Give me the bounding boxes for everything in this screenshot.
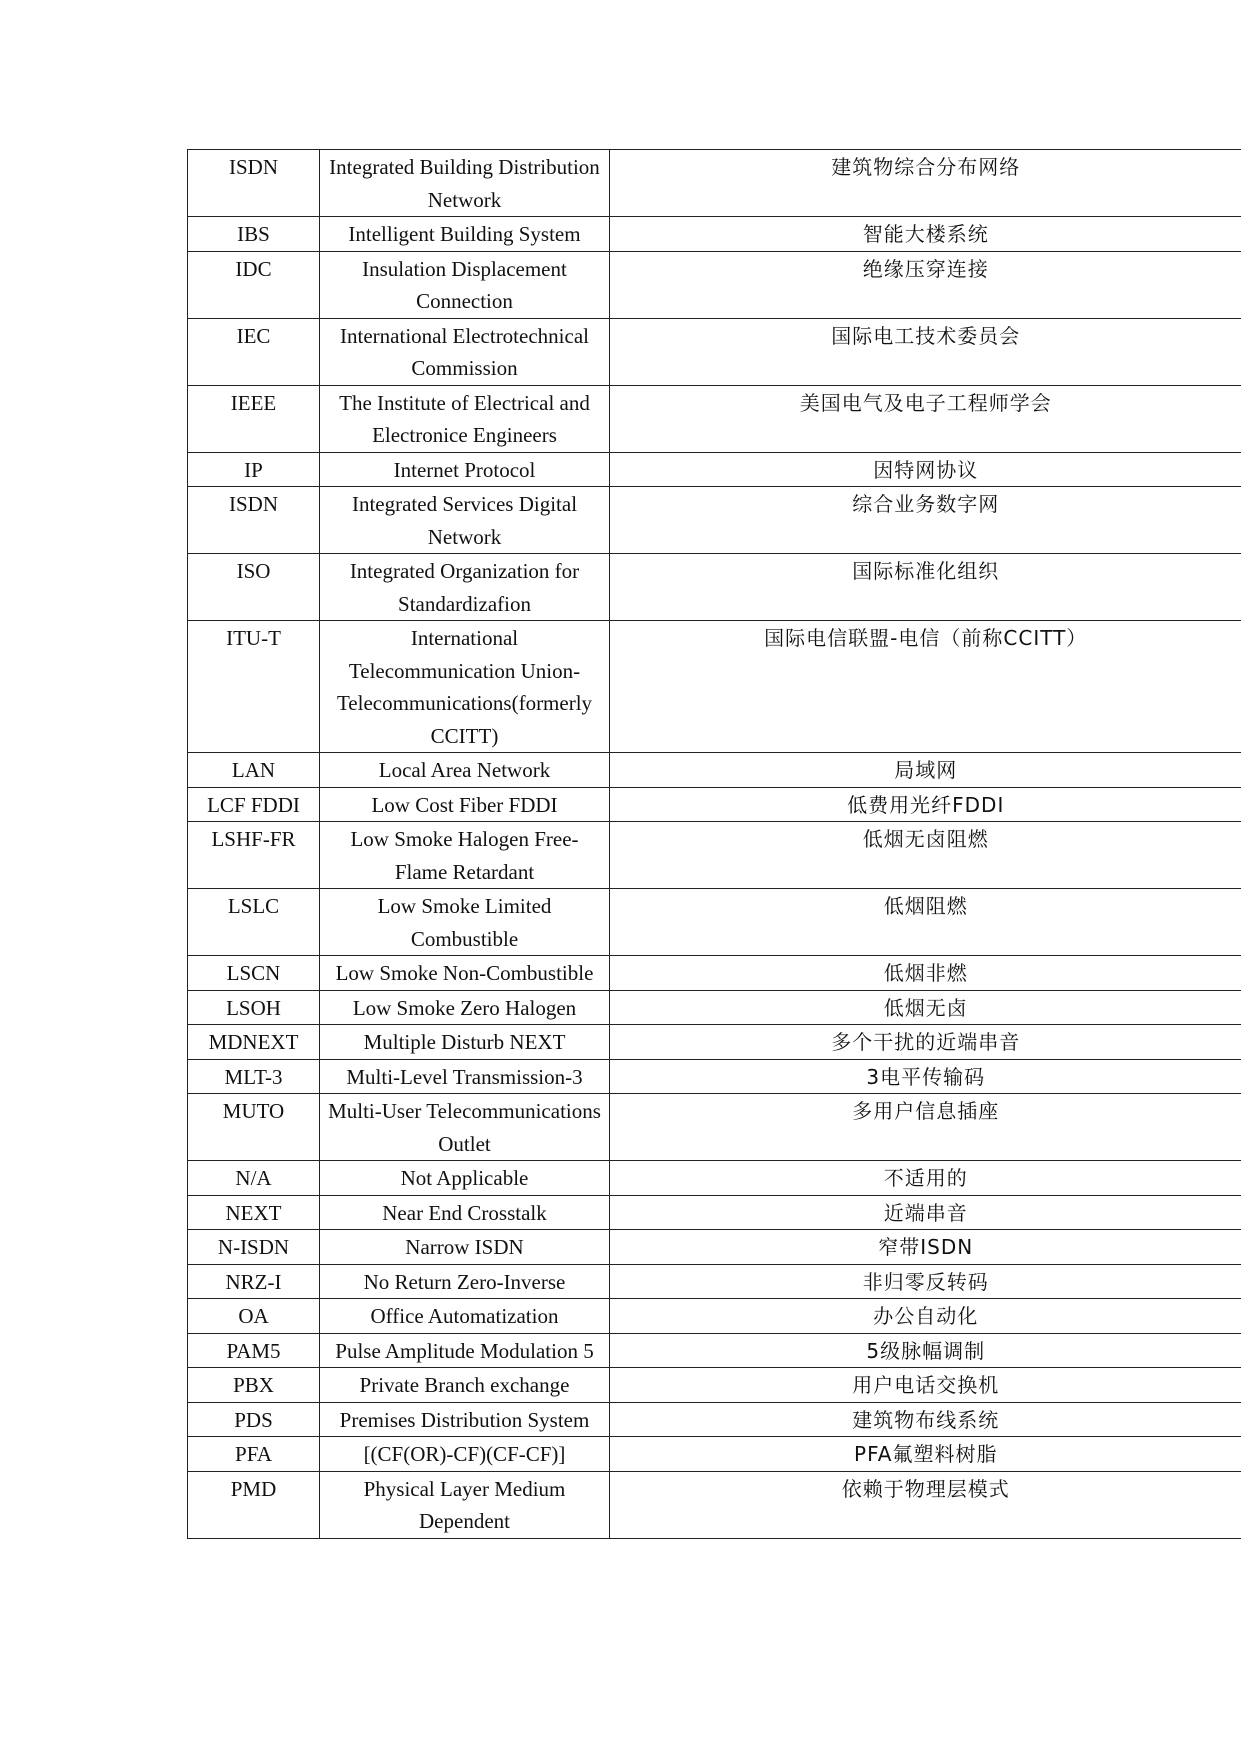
abbreviation-cell: MUTO <box>188 1094 320 1161</box>
abbreviation-cell: ISDN <box>188 150 320 217</box>
table-row <box>188 1264 1241 1299</box>
abbreviation-cell: IEC <box>188 318 320 385</box>
chinese-term-cell: 局域网 <box>610 753 1241 788</box>
english-term-cell: Integrated Building Distribution Network <box>320 150 610 217</box>
english-term-cell: Office Automatization <box>320 1299 610 1334</box>
abbreviation-cell: IP <box>188 452 320 487</box>
abbreviation-cell: LSLC <box>188 889 320 956</box>
abbreviation-cell: ISO <box>188 554 320 621</box>
chinese-term-cell: 办公自动化 <box>610 1299 1241 1334</box>
chinese-term-cell: 多个干扰的近端串音 <box>610 1025 1241 1060</box>
abbreviation-cell: MLT-3 <box>188 1059 320 1094</box>
abbreviation-cell: PFA <box>188 1437 320 1472</box>
chinese-term-cell: PFA氟塑料树脂 <box>610 1437 1241 1472</box>
english-term-cell: Local Area Network <box>320 753 610 788</box>
chinese-term-cell: 智能大楼系统 <box>610 217 1241 252</box>
english-term-cell: No Return Zero-Inverse <box>320 1264 610 1299</box>
chinese-term-cell: 建筑物综合分布网络 <box>610 150 1241 217</box>
abbreviation-cell: PMD <box>188 1471 320 1538</box>
english-term-cell: Low Smoke Zero Halogen <box>320 990 610 1025</box>
table-row <box>188 1059 1241 1094</box>
chinese-term-cell: 低烟无卤 <box>610 990 1241 1025</box>
english-term-cell: Low Smoke Limited Combustible <box>320 889 610 956</box>
english-term-cell: Physical Layer Medium Dependent <box>320 1471 610 1538</box>
english-term-cell: Low Smoke Non-Combustible <box>320 956 610 991</box>
table-row <box>188 621 1241 753</box>
table-row <box>188 318 1241 385</box>
table-row <box>188 1094 1241 1161</box>
chinese-term-cell: 绝缘压穿连接 <box>610 251 1241 318</box>
table-row <box>188 1230 1241 1265</box>
table-row <box>188 1437 1241 1472</box>
abbreviation-cell: PDS <box>188 1402 320 1437</box>
chinese-term-cell: 国际标准化组织 <box>610 554 1241 621</box>
table-row <box>188 822 1241 889</box>
chinese-term-cell: 综合业务数字网 <box>610 487 1241 554</box>
chinese-term-cell: 低烟阻燃 <box>610 889 1241 956</box>
english-term-cell: International Telecommunication Union-Telecommunications(formerly CCITT) <box>320 621 610 753</box>
chinese-term-cell: 不适用的 <box>610 1161 1241 1196</box>
table-row <box>188 150 1241 217</box>
chinese-term-cell: 低烟无卤阻燃 <box>610 822 1241 889</box>
abbreviation-cell: LSHF-FR <box>188 822 320 889</box>
table-row <box>188 1025 1241 1060</box>
abbreviation-cell: NRZ-I <box>188 1264 320 1299</box>
english-term-cell: Intelligent Building System <box>320 217 610 252</box>
abbreviation-cell: LAN <box>188 753 320 788</box>
table-row <box>188 1195 1241 1230</box>
abbreviation-cell: PBX <box>188 1368 320 1403</box>
abbreviation-cell: LSCN <box>188 956 320 991</box>
table-row <box>188 1471 1241 1538</box>
chinese-term-cell: 用户电话交换机 <box>610 1368 1241 1403</box>
english-term-cell: Internet Protocol <box>320 452 610 487</box>
english-term-cell: Premises Distribution System <box>320 1402 610 1437</box>
chinese-term-cell: 因特网协议 <box>610 452 1241 487</box>
chinese-term-cell: 依赖于物理层模式 <box>610 1471 1241 1538</box>
table-row <box>188 385 1241 452</box>
chinese-term-cell: 窄带ISDN <box>610 1230 1241 1265</box>
table-row <box>188 487 1241 554</box>
english-term-cell: Not Applicable <box>320 1161 610 1196</box>
english-term-cell: Insulation Displacement Connection <box>320 251 610 318</box>
english-term-cell: Low Cost Fiber FDDI <box>320 787 610 822</box>
abbreviation-cell: ITU-T <box>188 621 320 753</box>
chinese-term-cell: 建筑物布线系统 <box>610 1402 1241 1437</box>
english-term-cell: Narrow ISDN <box>320 1230 610 1265</box>
english-term-cell: Near End Crosstalk <box>320 1195 610 1230</box>
table-row <box>188 1368 1241 1403</box>
abbreviation-cell: N-ISDN <box>188 1230 320 1265</box>
abbreviation-cell: LSOH <box>188 990 320 1025</box>
chinese-term-cell: 3电平传输码 <box>610 1059 1241 1094</box>
abbreviation-cell: OA <box>188 1299 320 1334</box>
chinese-term-cell: 5级脉幅调制 <box>610 1333 1241 1368</box>
table-row <box>188 753 1241 788</box>
english-term-cell: Integrated Services Digital Network <box>320 487 610 554</box>
english-term-cell: Integrated Organization for Standardizafion <box>320 554 610 621</box>
table-row <box>188 1333 1241 1368</box>
table-row <box>188 1402 1241 1437</box>
table-row <box>188 251 1241 318</box>
abbreviation-cell: MDNEXT <box>188 1025 320 1060</box>
table-row <box>188 1161 1241 1196</box>
english-term-cell: Multi-User Telecommunications Outlet <box>320 1094 610 1161</box>
abbreviation-cell: ISDN <box>188 487 320 554</box>
table-row <box>188 1299 1241 1334</box>
chinese-term-cell: 非归零反转码 <box>610 1264 1241 1299</box>
table-row <box>188 889 1241 956</box>
chinese-term-cell: 国际电工技术委员会 <box>610 318 1241 385</box>
chinese-term-cell: 国际电信联盟-电信（前称CCITT） <box>610 621 1241 753</box>
english-term-cell: [(CF(OR)-CF)(CF-CF)] <box>320 1437 610 1472</box>
english-term-cell: Low Smoke Halogen Free-Flame Retardant <box>320 822 610 889</box>
abbreviation-cell: IEEE <box>188 385 320 452</box>
glossary-table-body <box>188 150 1241 1539</box>
english-term-cell: The Institute of Electrical and Electronice Engineers <box>320 385 610 452</box>
table-row <box>188 554 1241 621</box>
abbreviation-cell: LCF FDDI <box>188 787 320 822</box>
abbreviation-cell: IDC <box>188 251 320 318</box>
table-row <box>188 787 1241 822</box>
table-row <box>188 452 1241 487</box>
chinese-term-cell: 美国电气及电子工程师学会 <box>610 385 1241 452</box>
english-term-cell: Multi-Level Transmission-3 <box>320 1059 610 1094</box>
abbreviation-cell: PAM5 <box>188 1333 320 1368</box>
glossary-table <box>187 149 1241 1539</box>
english-term-cell: Multiple Disturb NEXT <box>320 1025 610 1060</box>
chinese-term-cell: 低费用光纤FDDI <box>610 787 1241 822</box>
abbreviation-cell: NEXT <box>188 1195 320 1230</box>
abbreviation-cell: N/A <box>188 1161 320 1196</box>
table-row <box>188 217 1241 252</box>
table-row <box>188 956 1241 991</box>
table-row <box>188 990 1241 1025</box>
chinese-term-cell: 多用户信息插座 <box>610 1094 1241 1161</box>
abbreviation-cell: IBS <box>188 217 320 252</box>
english-term-cell: Private Branch exchange <box>320 1368 610 1403</box>
english-term-cell: International Electrotechnical Commission <box>320 318 610 385</box>
english-term-cell: Pulse Amplitude Modulation 5 <box>320 1333 610 1368</box>
chinese-term-cell: 近端串音 <box>610 1195 1241 1230</box>
chinese-term-cell: 低烟非燃 <box>610 956 1241 991</box>
